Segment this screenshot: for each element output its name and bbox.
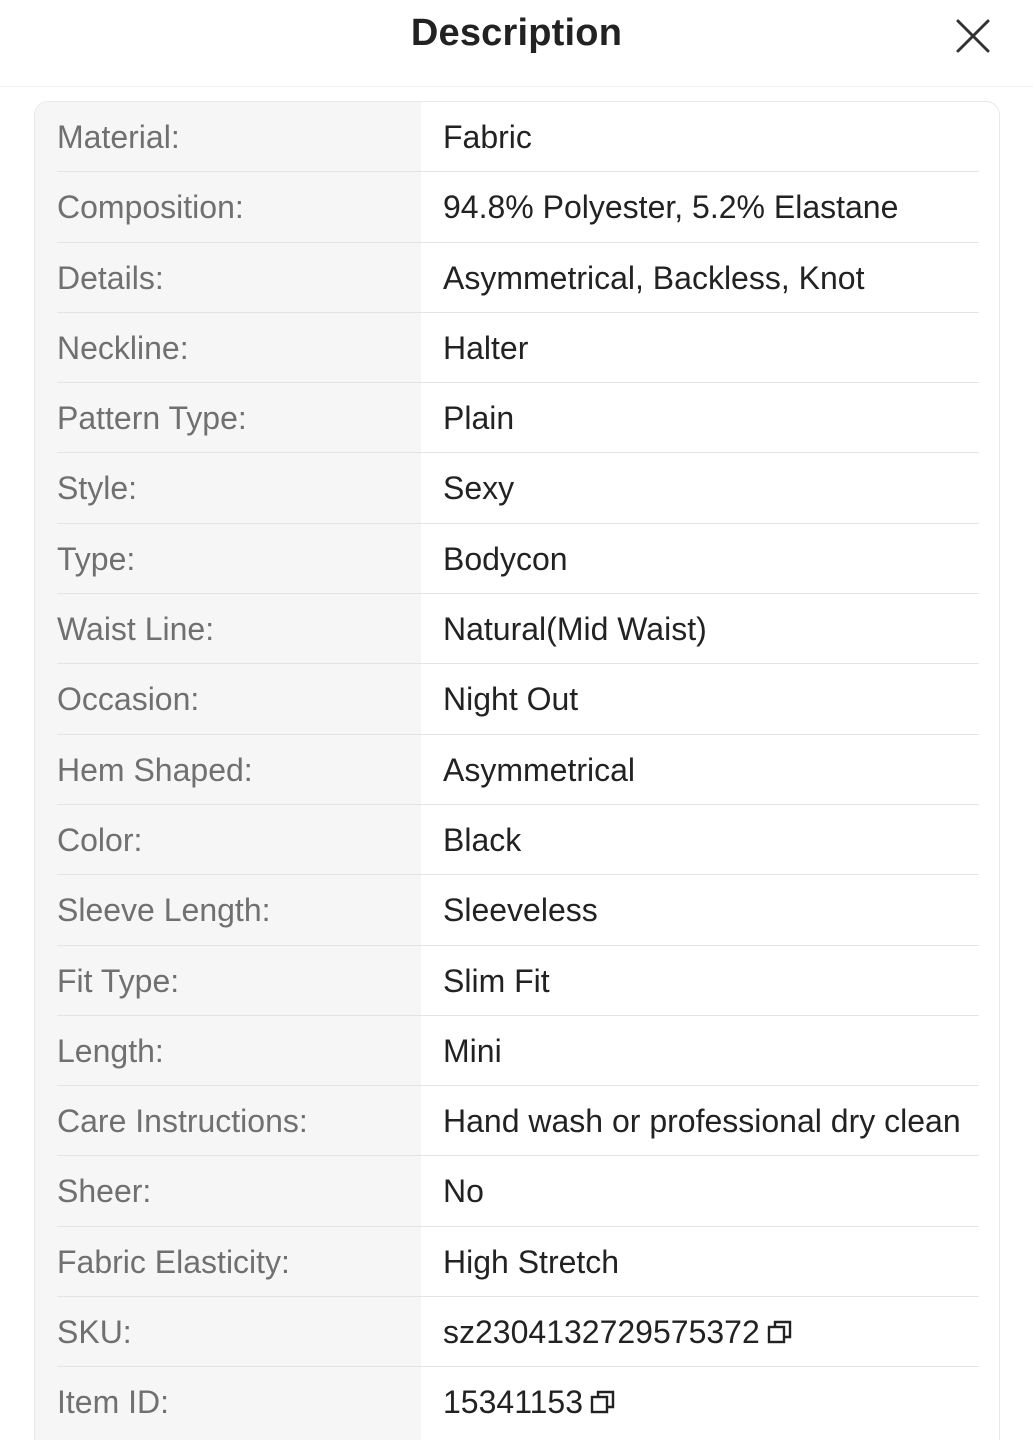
attribute-value [443,805,521,875]
attribute-value [443,1156,484,1226]
attribute-value-text: sz2304132729575372 [443,1314,760,1351]
attribute-label: Care Instructions: [57,1103,308,1140]
attribute-value-text: No [443,1173,484,1210]
attribute-value [443,1086,961,1156]
close-icon [953,16,993,56]
attribute-value-text: Fabric [443,119,532,155]
close-button[interactable] [953,16,993,56]
attribute-value [443,664,578,734]
attribute-value-text: Slim Fit [443,962,550,999]
attribute-label: Sheer: [57,1173,152,1210]
attribute-value-text: 94.8% Polyester, 5.2% Elastane [443,189,899,226]
attribute-value-text: Asymmetrical, Backless, Knot [443,259,865,296]
attribute-label: Sleeve Length: [57,892,271,929]
sheet-header [0,0,1033,87]
table-row [35,1156,999,1226]
attribute-label: SKU: [57,1314,132,1351]
table-row [35,1297,999,1367]
attribute-value-text: High Stretch [443,1243,620,1280]
attribute-value-text: Black [443,821,522,858]
attribute-value-text: Bodycon [443,540,568,577]
attribute-label: Occasion: [57,681,200,718]
table-row [35,524,999,594]
attribute-label: Style: [57,470,138,507]
attribute-value [443,172,898,242]
attribute-value [443,102,532,172]
attribute-value-text: Sleeveless [443,892,598,929]
attribute-label: Neckline: [57,329,189,366]
attribute-value-text: Asymmetrical [443,751,636,788]
attribute-label: Type: [57,540,136,577]
copy-icon[interactable] [766,1318,794,1346]
table-row [35,453,999,523]
attribute-value [443,1227,619,1297]
table-row [35,594,999,664]
attribute-label: Color: [57,821,143,858]
table-row [35,313,999,383]
attribute-label: Material: [57,119,180,155]
attribute-value [443,946,550,1016]
attribute-label: Fabric Elasticity: [57,1243,290,1280]
attribute-value [443,383,514,453]
attribute-value [443,735,635,805]
attribute-label: Hem Shaped: [57,751,253,788]
table-row [35,102,999,172]
attribute-label: Details: [57,259,164,296]
attribute-value-text: Natural(Mid Waist) [443,611,707,648]
table-row [35,875,999,945]
attributes-rows [35,102,999,1438]
attribute-value [443,1367,617,1437]
table-row [35,805,999,875]
attribute-value-text: Mini [443,1032,502,1069]
attributes-table [34,101,1000,1440]
table-row [35,946,999,1016]
table-row [35,1227,999,1297]
table-row [35,664,999,734]
attribute-value [443,1016,502,1086]
attribute-value [443,594,707,664]
attribute-value-text: Night Out [443,681,579,718]
attribute-label: Item ID: [57,1384,170,1421]
attribute-value-text: Plain [443,400,515,437]
attribute-label: Pattern Type: [57,400,247,437]
table-row [35,1086,999,1156]
attribute-label: Composition: [57,189,244,226]
attribute-label: Fit Type: [57,962,180,999]
copy-icon[interactable] [589,1388,617,1416]
attribute-value-text: Sexy [443,470,515,507]
attribute-value-text: Hand wash or professional dry clean [443,1103,961,1140]
page-title: Description [410,12,623,54]
attribute-label: Length: [57,1032,164,1069]
attribute-value [443,313,528,383]
table-row [35,172,999,242]
table-row [35,383,999,453]
attribute-value [443,524,568,594]
attribute-value-text: Halter [443,329,529,366]
table-row [35,1367,999,1437]
attribute-value [443,453,514,523]
table-row [35,1016,999,1086]
attribute-value [443,1297,794,1367]
attribute-value [443,243,864,313]
attribute-value-text: 15341153 [443,1384,583,1421]
attribute-value [443,875,598,945]
attribute-label: Waist Line: [57,611,215,648]
table-row [35,735,999,805]
table-row [35,243,999,313]
